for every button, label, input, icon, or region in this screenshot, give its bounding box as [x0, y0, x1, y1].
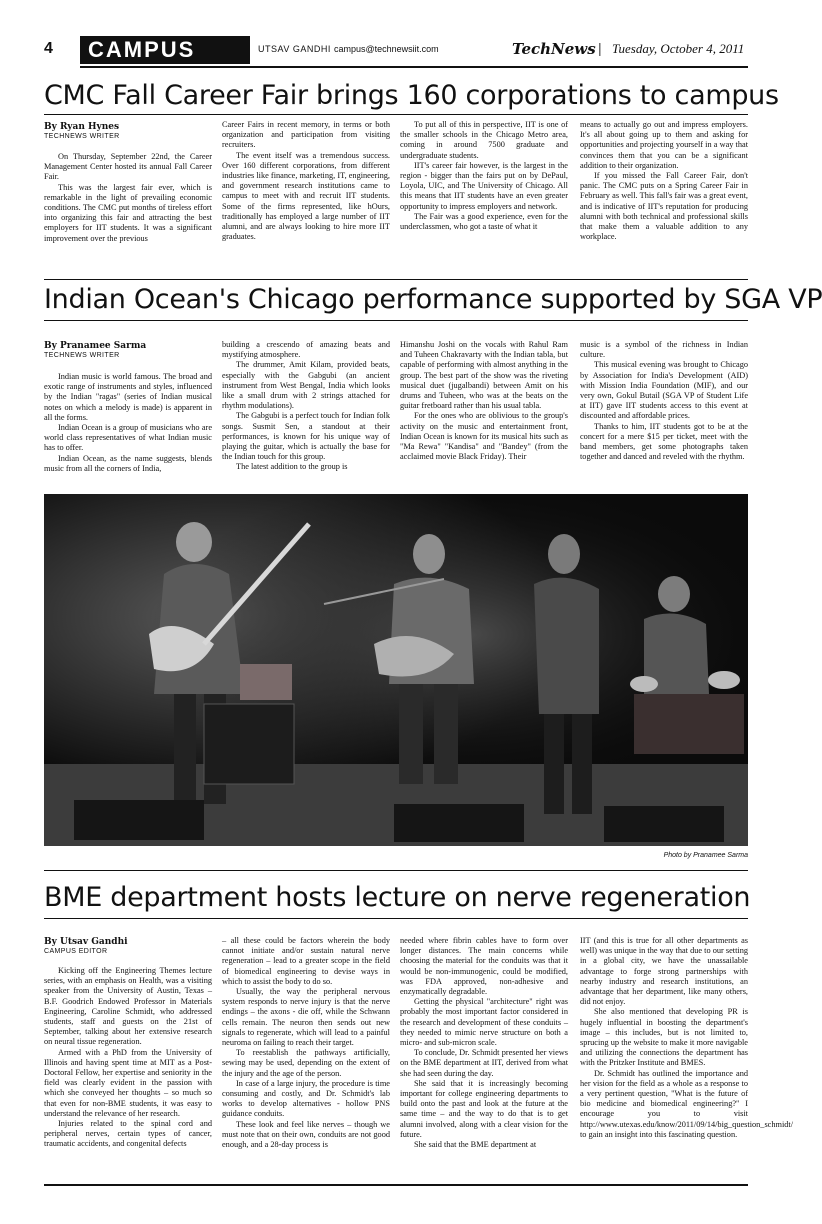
article1-role: TECHNEWS WRITER: [44, 133, 120, 140]
article3-top-rule: [44, 870, 748, 871]
section-tag: CAMPUS: [80, 36, 250, 64]
paragraph: In case of a large injury, the procedure is time consuming and costly, and Dr. Schmidt's lab works to develop alternatives - hollow PNS guidance conduits.: [222, 1078, 390, 1119]
paragraph: Career Fairs in recent memory, in terms or both organization and participation from visiting recruiters.: [222, 120, 390, 150]
article2-headline: Indian Ocean's Chicago performance supported by SGA VP: [44, 284, 822, 315]
page-bottom-rule: [44, 1184, 748, 1186]
article3-column-4: [580, 936, 794, 1180]
paragraph: She also mentioned that developing PR is hugely influential in boosting the department's image – this includes, but is not limited to, sprucing up the website to make it more navigable and utilizing the connections the department has with the Pritzker Institute and BMES.: [580, 1007, 748, 1068]
masthead: [44, 36, 748, 66]
paragraph: She said that it is increasingly becoming important for college engineering departments to build onto the past and look at the future at the same time – and the way to do that is to get alumni involved, along with a clear vision for the future.: [400, 1078, 568, 1139]
paragraph: If you missed the Fall Career Fair, don't panic. The CMC puts on a Spring Career Fair in February as well. This fall's fair was a great event, and is indicative of IIT's reputation for producing alumni with both technical and professional skills that make them a valuable addition to any workplace.: [580, 171, 748, 242]
paragraph: IIT's career fair however, is the largest in the region - bigger than the fairs put on by DePaul, Loyola, UIC, and The University of Chicago. All this means that IIT students have an even greater opportunity to impress employers and network.: [400, 160, 568, 211]
paragraph: She said that the BME department at: [414, 1140, 537, 1150]
article2-column-4: [580, 340, 748, 488]
paragraph: Dr. Schmidt has outlined the importance and her vision for the field as a whole as a response to a very pertinent question, "What is the future of bio medicine and biomedical engineering?" I encourage you to visit http://www.utexas.edu/know/2011/09/14/big_question_schmidt/ to gain an insight into this fascinating question.: [580, 1068, 794, 1139]
masthead-rule: [80, 66, 748, 68]
article2-column-3: [400, 340, 568, 488]
paragraph: The latest addition to the group is: [236, 462, 348, 472]
paragraph: This was the largest fair ever, which is remarkable in the light of prevailing economic conditions. The CMC put months of tireless effort into organizing this fair and attracting the best employers for IIT students. It was a significant improvement over the previous: [44, 182, 212, 243]
paragraph: music is a symbol of the richness in Indian culture.: [580, 340, 748, 360]
paragraph: Armed with a PhD from the University of Illinois and having spent time at MIT as a Post-Doctoral Fellow, her expertise and seniority in the field was clearly evident in the passion with which she conveyed her thoughts – so much so that even for non-BME students, it was easy to understand the relevance of her research.: [44, 1047, 212, 1118]
paragraph: Kicking off the Engineering Themes lecture series, with an emphasis on Health, was a visiting speaker from the University of Austin, Texas – B.F. Goodrich Endowed Professor in Materials Engineering, Caroline Schmidt, who addressed students, staff and guests on the 21st of September, talking about her extensive research on neural tissue regeneration.: [44, 966, 212, 1047]
article2-column-1: [44, 372, 212, 488]
newspaper-logo: TechNews: [512, 40, 596, 58]
issue-date: Tuesday, October 4, 2011: [612, 41, 745, 56]
paragraph: This musical evening was brought to Chicago by Association for India's Development (AID) with Mission India Foundation (MIF), and our very own, Gokul Butail (SGA VP of Student Life at IIT) gave IIT students access to this event at discounted and affordable prices.: [580, 360, 748, 421]
paragraph: Getting the physical "architecture" right was probably the most important factor considered in the research and development of these conduits – they needed to mimic nerve structure on both a micro- and sub-micron scale.: [400, 997, 568, 1048]
article3-headline: BME department hosts lecture on nerve regeneration: [44, 882, 751, 913]
article3-byline: By Utsav Gandhi: [44, 937, 128, 947]
paragraph: These look and feel like nerves – though we must note that on their own, conduits are not good enough, and a 28-day process is: [222, 1119, 390, 1150]
article1-headline: CMC Fall Career Fair brings 160 corporations to campus: [44, 80, 779, 111]
article2-column-2: [222, 340, 390, 488]
paragraph: The event itself was a tremendous success. Over 160 different corporations, from different industries like finance, marketing, IT, engineering, and government research institutions came to campus to meet with and recruit IIT students. Some of the firms represented, like hOurs, traditionally has employed a large number of IIT alumni, and are always looking to hire more IIT graduates.: [222, 150, 390, 242]
paragraph: Indian Ocean is a group of musicians who are world class representatives of what Indian music has to offer.: [44, 423, 212, 453]
paragraph: Himanshu Joshi on the vocals with Rahul Ram and Tuheen Chakravarty with the Indian tabla, but capable of performing with almost anything in the group. The best part of the show was the riveting musical duet (jugalbandi) between Amit on his drums and Tuheen, who was at the beats on the guitar fretboard rather than his usual tabla.: [400, 340, 568, 411]
article1-column-2: [222, 120, 390, 276]
paragraph: Usually, the way the peripheral nervous system responds to nerve injury is that the nerve endings – the axons - die off, while the Schwann cells remain. The neuron then sends out new signals to regenerate, which will lead to a painful neuroma on failing to reach their target.: [222, 987, 390, 1048]
paragraph: For the ones who are oblivious to the group's activity on the music and entertainment front, Indian Ocean is known for its musical hits such as "Ma Rewa" "Kandisa" and "Bandey" (from the acclaimed movie Black Friday). Their: [400, 411, 568, 462]
paragraph: building a crescendo of amazing beats and mystifying atmosphere.: [222, 340, 390, 360]
article1-column-1: [44, 152, 212, 276]
paragraph: Thanks to him, IIT students got to be at the concert for a mere $15 per ticket, meet with the band members, get some photographs taken together and danced and reveled with the rhythm.: [580, 421, 748, 462]
paragraph: IIT (and this is true for all other departments as well) was unique in the way that due to our setting in a global city, we have the unassailable advantage to forge strong partnerships with nearby industry and research institutions, an advantage that her department, like many others, did not enjoy.: [580, 936, 748, 1007]
article1-column-4: [580, 120, 748, 276]
paragraph: To reestablish the pathways artificially, sewing may be used, depending on the extent of the injury and the age of the person.: [222, 1048, 390, 1078]
paragraph: – all these could be factors wherein the body cannot initiate and/or sustain natural nerve regeneration – lead to a greater scope in the field of biomedical engineering to devise ways in which to assist the body to do so.: [222, 936, 390, 986]
article2-role: TECHNEWS WRITER: [44, 352, 120, 359]
paragraph: needed where fibrin cables have to form over longer distances. The main concerns while choosing the material for the conduits was that it would be non-immunogenic, could be modified, was FDA approved, non-adhesive and enzymatically degradable.: [400, 936, 568, 997]
paragraph: Injuries related to the spinal cord and peripheral nerves, certain types of cancer, traumatic accidents, and congenital defects: [44, 1119, 212, 1149]
article1-rule: [44, 114, 748, 115]
paragraph: Indian Ocean, as the name suggests, blends music from all the corners of India,: [44, 453, 212, 473]
page-number: 4: [44, 40, 53, 57]
paragraph: On Thursday, September 22nd, the Career Management Center hosted its annual Fall Career Fair.: [44, 152, 212, 182]
article2-byline: By Pranamee Sarma: [44, 341, 147, 351]
paragraph: Indian music is world famous. The broad and exotic range of instruments and styles, influenced by the Indian "ragas" (series of Indian musical notes on which a melody is made) is apparent in all the forms.: [44, 372, 212, 422]
article1-column-3: [400, 120, 568, 276]
paragraph: The drummer, Amit Kilam, provided beats, especially with the Gabgubi (an ancient instrument from West Bengal, India which looks like a small drum with 2 strings attached for rhythm modulations).: [222, 360, 390, 411]
section-editor: UTSAV GANDHI: [258, 44, 331, 54]
article3-column-1: [44, 966, 212, 1180]
paragraph: The Gabgubi is a perfect touch for Indian folk songs. Susmit Sen, a standout at their performances, is known for his unique way of playing the guitar, which is actually the base for the Indian touch for this group.: [222, 411, 390, 462]
paragraph: The Fair was a good experience, even for the underclassmen, who got a taste of what it: [400, 211, 568, 232]
concert-photo: [44, 494, 748, 846]
paragraph: To conclude, Dr. Schmidt presented her views on the BME department at IIT, derived from what she had seen during the day.: [400, 1048, 568, 1078]
article2-top-rule: [44, 279, 748, 280]
masthead-separator: |: [598, 40, 602, 56]
section-email: campus@technewsiit.com: [334, 44, 439, 54]
photo-credit: Photo by Pranamee Sarma: [663, 852, 748, 859]
article3-role: CAMPUS EDITOR: [44, 948, 108, 955]
paragraph: To put all of this in perspective, IIT is one of the smaller schools in the Chicago Metro area, coming in around 7500 graduate and undergraduate students.: [400, 120, 568, 160]
article3-column-3: [400, 936, 568, 1180]
article1-byline: By Ryan Hynes: [44, 122, 120, 132]
paragraph: means to actually go out and impress employers. It's all about going up to them and asking for opportunities and projecting yourself in a way that convinces them that you can be a significant addition to their organization.: [580, 120, 748, 170]
article3-column-2: [222, 936, 390, 1180]
article2-rule: [44, 320, 748, 321]
article3-rule: [44, 918, 748, 919]
